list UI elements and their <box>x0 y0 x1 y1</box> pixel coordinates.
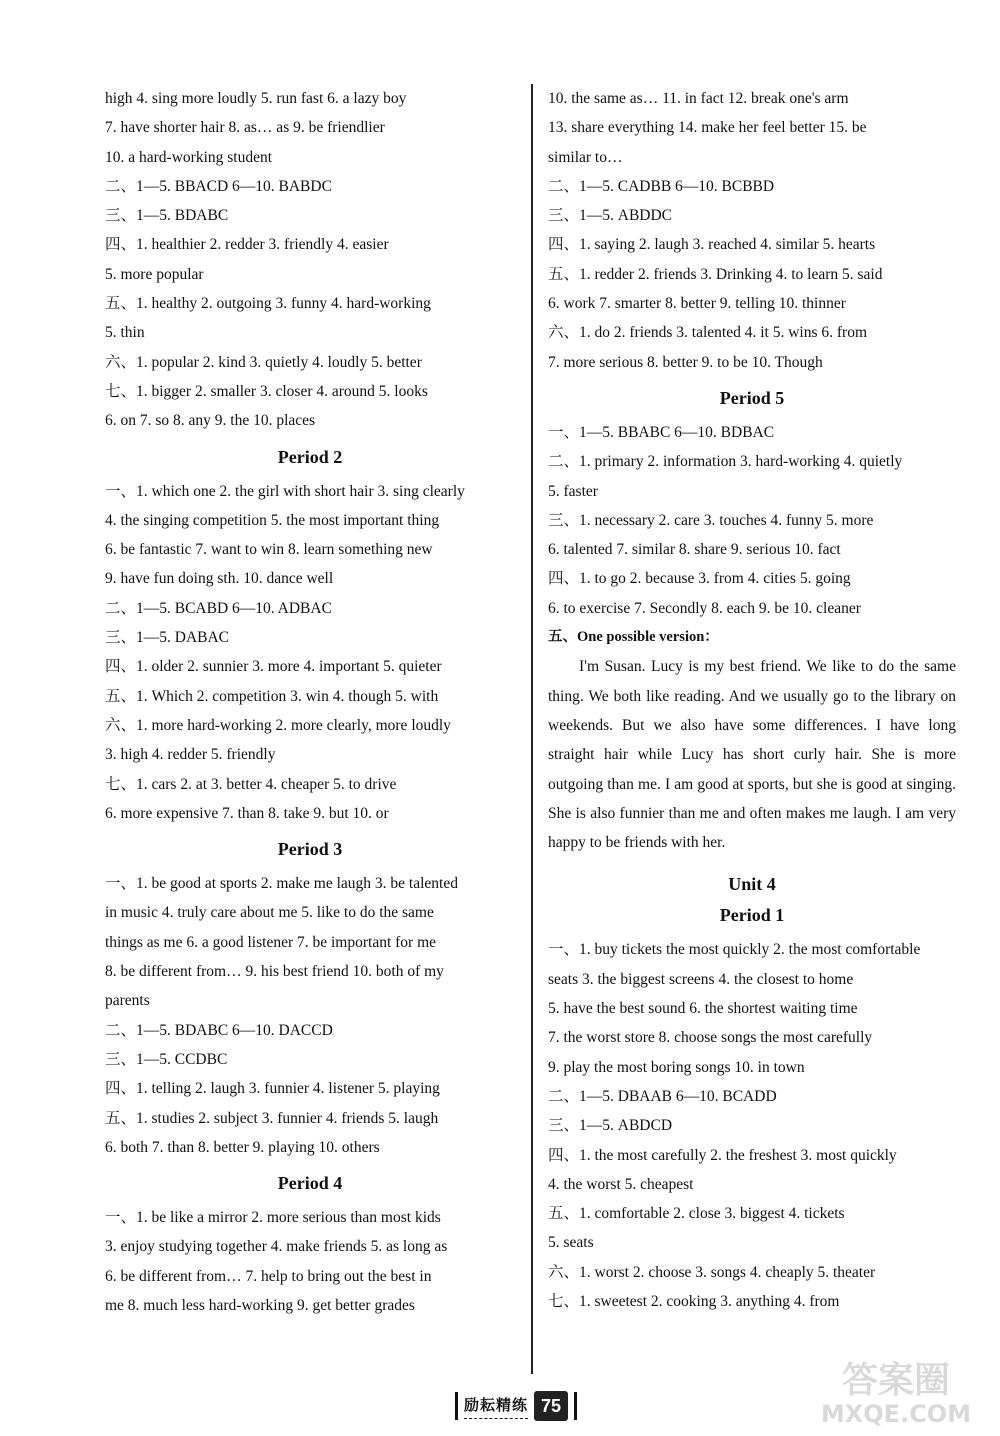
left-column <box>105 84 515 1320</box>
answer-line: 6. talented 7. similar 8. share 9. serious 10. fact <box>548 541 841 559</box>
answer-line: 五、1. healthy 2. outgoing 3. funny 4. hard-working <box>105 295 431 313</box>
answer-line: seats 3. the biggest screens 4. the closest to home <box>548 970 854 988</box>
period2-heading: Period 2 <box>277 446 343 467</box>
answer-line: 三、1—5. ABDCD <box>548 1117 673 1135</box>
period5-heading: Period 5 <box>719 387 785 408</box>
answer-line: me 8. much less hard-working 9. get better grades <box>105 1296 415 1314</box>
page-footer <box>455 1387 577 1425</box>
answer-line: similar to… <box>548 148 623 166</box>
footer-bar-right <box>574 1392 577 1420</box>
answer-line: 四、1. saying 2. laugh 3. reached 4. similar 5. hearts <box>548 236 876 254</box>
answer-line: 6. on 7. so 8. any 9. the 10. places <box>105 412 316 430</box>
answer-line: 七、1. sweetest 2. cooking 3. anything 4. from <box>548 1292 840 1310</box>
footer-bar-left <box>455 1392 458 1420</box>
answer-line: 四、1. telling 2. laugh 3. funnier 4. listener 5. playing <box>105 1080 440 1098</box>
answer-line: 七、1. cars 2. at 3. better 4. cheaper 5. to drive <box>105 775 397 793</box>
period5-answers <box>548 418 956 623</box>
answer-line: 9. play the most boring songs 10. in town <box>548 1058 805 1076</box>
answer-line: 一、1. be good at sports 2. make me laugh 3. be talented <box>105 875 458 893</box>
answer-line: parents <box>105 992 150 1010</box>
period4-heading: Period 4 <box>277 1173 343 1194</box>
period4-answers <box>105 1203 515 1320</box>
answer-line: 6. work 7. smarter 8. better 9. telling 10. thinner <box>548 295 846 313</box>
answer-line: 三、1—5. DABAC <box>105 629 230 647</box>
answer-line: 5. faster <box>548 482 598 500</box>
answer-line: 7. have shorter hair 8. as… as 9. be friendlier <box>105 119 385 137</box>
essay-text: I'm Susan. Lucy is my best friend. We like to do the same thing. We both like reading. And we usually go to the library on weekends. But we also have some differences. I have long straight hair while Lucy has short curly hair. She is more outgoing than me. I am good at sports, but she is good at singing. She is also funnier than me and often makes me laugh. I am very happy to be friends with her. <box>548 658 956 852</box>
answer-line: 三、1—5. ABDDC <box>548 207 673 225</box>
answer-line: things as me 6. a good listener 7. be important for me <box>105 933 437 951</box>
brand-name: 励耘精练 <box>464 1394 528 1419</box>
answer-line: 5. thin <box>105 324 145 342</box>
answer-line: 五、1. Which 2. competition 3. win 4. though 5. with <box>105 687 439 705</box>
answer-line: 6. more expensive 7. than 8. take 9. but 10. or <box>105 804 389 822</box>
right-block1 <box>548 84 956 377</box>
watermark-top: 答案圈 <box>841 1360 951 1401</box>
answer-line: 一、1. buy tickets the most quickly 2. the most comfortable <box>548 941 921 959</box>
answer-line: 8. be different from… 9. his best friend 10. both of my <box>105 963 444 981</box>
unit4-heading: Unit 4 <box>728 874 776 895</box>
answer-line: 五、1. redder 2. friends 3. Drinking 4. to learn 5. said <box>548 265 883 283</box>
answer-line: 6. be different from… 7. help to bring out the best in <box>105 1267 432 1285</box>
answer-line: 四、1. the most carefully 2. the freshest 3. most quickly <box>548 1146 897 1164</box>
answer-line: 9. have fun doing sth. 10. dance well <box>105 570 334 588</box>
unit4-period1-answers <box>548 935 956 1316</box>
answer-line: 一、1. be like a mirror 2. more serious than most kids <box>105 1209 441 1227</box>
watermark-bottom: MXQE.COM <box>820 1400 972 1428</box>
answer-line: 3. enjoy studying together 4. make friends 5. as long as <box>105 1238 448 1256</box>
answer-line: 二、1—5. BDABC 6—10. DACCD <box>105 1021 333 1039</box>
answer-line: high 4. sing more loudly 5. run fast 6. a lazy boy <box>105 90 407 107</box>
answer-line: in music 4. truly care about me 5. like to do the same <box>105 904 434 922</box>
answer-line: 四、1. to go 2. because 3. from 4. cities 5. going <box>548 570 851 588</box>
answer-line: 5. seats <box>548 1234 594 1252</box>
answer-line: 4. the worst 5. cheapest <box>548 1175 694 1193</box>
answer-line: 三、1—5. CCDBC <box>105 1050 228 1068</box>
answer-line: 七、1. bigger 2. smaller 3. closer 4. around 5. looks <box>105 382 428 400</box>
answer-line: 六、1. worst 2. choose 3. songs 4. cheaply 5. theater <box>548 1263 876 1281</box>
answer-line: 7. the worst store 8. choose songs the most carefully <box>548 1029 873 1047</box>
period3-answers <box>105 869 515 1162</box>
answer-line: 二、1—5. CADBB 6—10. BCBBD <box>548 177 775 195</box>
answer-line: 六、1. do 2. friends 3. talented 4. it 5. wins 6. from <box>548 324 867 342</box>
right-column <box>548 84 956 1316</box>
answer-line: 一、1—5. BBABC 6—10. BDBAC <box>548 423 775 441</box>
column-divider <box>531 84 533 1374</box>
answer-line: 5. have the best sound 6. the shortest waiting time <box>548 1000 858 1018</box>
left-block1 <box>105 84 515 436</box>
answer-line: 6. to exercise 7. Secondly 8. each 9. be 10. cleaner <box>548 599 861 617</box>
period2-answers <box>105 477 515 829</box>
answer-line: 三、1. necessary 2. care 3. touches 4. funny 5. more <box>548 511 874 529</box>
answer-line: 六、1. more hard-working 2. more clearly, more loudly <box>105 716 451 734</box>
answer-line: 五、1. studies 2. subject 3. funnier 4. friends 5. laugh <box>105 1109 439 1127</box>
answer-line: 7. more serious 8. better 9. to be 10. Though <box>548 353 823 371</box>
answer-line: 13. share everything 14. make her feel better 15. be <box>548 119 867 137</box>
answer-line: 5. more popular <box>105 265 204 283</box>
answer-line: 10. the same as… 11. in fact 12. break one's arm <box>548 90 849 107</box>
page-number: 75 <box>534 1391 568 1421</box>
answer-line: 二、1. primary 2. information 3. hard-working 4. quietly <box>548 453 903 471</box>
answer-line: 6. both 7. than 8. better 9. playing 10. others <box>105 1138 380 1156</box>
watermark-logo <box>796 1352 996 1430</box>
answer-line: 6. be fantastic 7. want to win 8. learn something new <box>105 541 433 559</box>
answer-line: 二、1—5. BCABD 6—10. ADBAC <box>105 599 332 617</box>
unit4-period1-heading: Period 1 <box>719 905 785 926</box>
period3-heading: Period 3 <box>277 839 343 860</box>
answer-line: 五、1. comfortable 2. close 3. biggest 4. tickets <box>548 1205 845 1223</box>
answer-line: 10. a hard-working student <box>105 148 273 166</box>
answer-line: 二、1—5. BBACD 6—10. BABDC <box>105 177 332 195</box>
answer-line: 二、1—5. DBAAB 6—10. BCADD <box>548 1087 777 1105</box>
answer-line: 三、1—5. BDABC <box>105 207 229 225</box>
answer-line: 六、1. popular 2. kind 3. quietly 4. loudly 5. better <box>105 353 422 371</box>
essay-label: 五、One possible version： <box>548 629 719 646</box>
answer-line: 3. high 4. redder 5. friendly <box>105 746 276 764</box>
answer-line: 四、1. older 2. sunnier 3. more 4. important 5. quieter <box>105 658 442 676</box>
answer-line: 4. the singing competition 5. the most important thing <box>105 511 440 529</box>
answer-line: 一、1. which one 2. the girl with short hair 3. sing clearly <box>105 482 465 500</box>
answer-line: 四、1. healthier 2. redder 3. friendly 4. easier <box>105 236 389 254</box>
